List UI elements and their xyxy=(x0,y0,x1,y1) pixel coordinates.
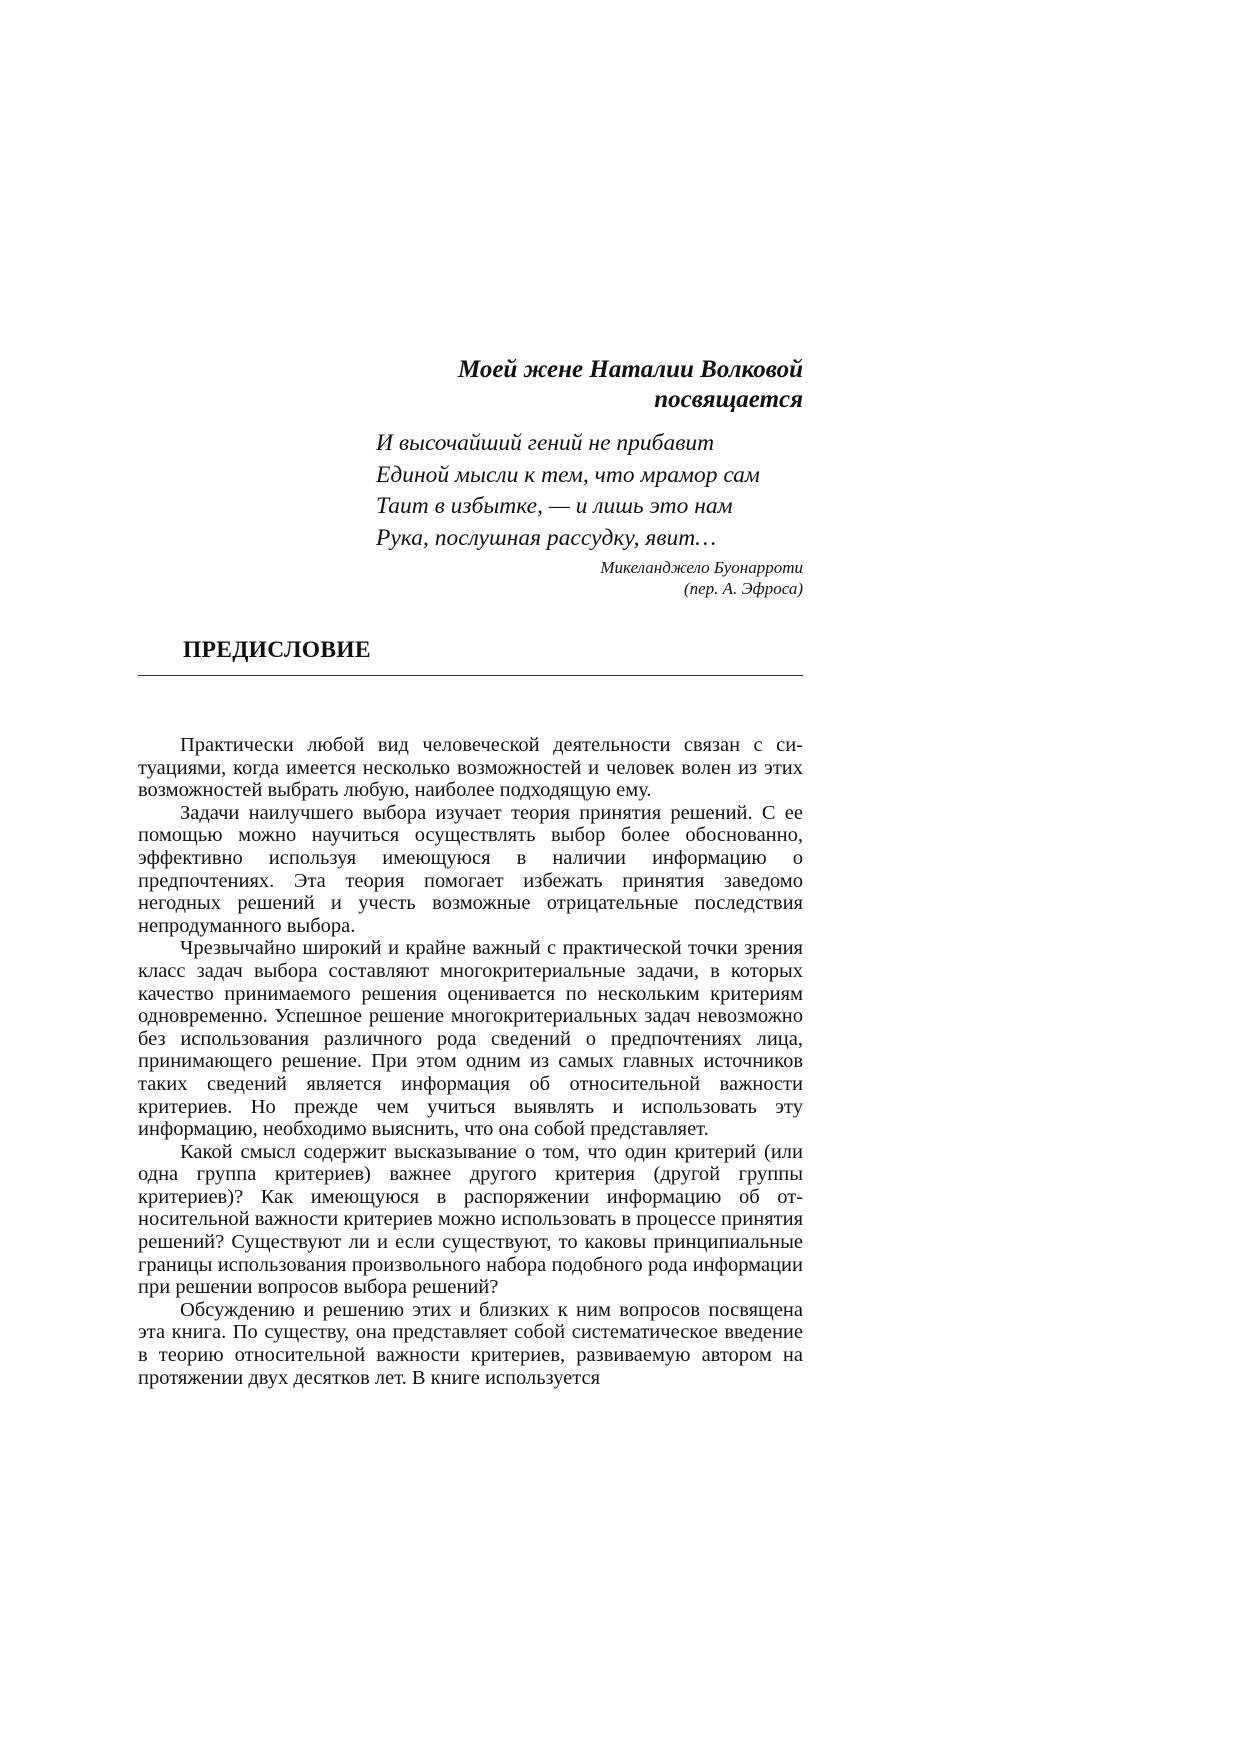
paragraph: Задачи наилучшего выбора изучает теория принятия решений. С ее помощью можно научиться осуществлять выбор более обоснованно, эффективно используя имеющуюся в наличии информацию о предпочтениях. Эта теория помогает избежать принятия заведомо негодных решений и учесть возможные отрицательные последствия непродуманного выбора. xyxy=(138,801,803,937)
poem-line: Таит в избытке, — и лишь это нам xyxy=(376,493,733,519)
section-title: ПРЕДИСЛОВИЕ xyxy=(183,637,371,663)
poem-line: И высочайший гений не прибавит xyxy=(376,430,715,456)
heading-divider xyxy=(138,675,803,676)
paragraph: Чрезвычайно широкий и крайне важный с практической точки зрения класс задач выбора составляют многокритериальные задачи, в которых качество принимаемого решения оценивается по нескольким критериям одновременно. Успешное решение многокритериальных задач невозможно без использования различного рода сведений о предпочтениях лица, принимающего решение. При этом одним из самых главных источников таких сведений является информация об относительной важности критериев. Но прежде чем учиться выявлять и использовать эту информацию, необходимо выяснить, что она собой представляет. xyxy=(138,937,803,1141)
epigraph-translation: (пер. А. Эфроса) xyxy=(683,579,803,598)
poem-line: Рука, послушная рассудку, явит… xyxy=(376,524,717,551)
paragraph: Какой смысл содержит высказывание о том, что один критерий (или одна группа критериев) важнее другого критерия (другой группы критериев)? Как имеющуюся в распоряжении информацию об относительной важности критериев можно использовать в процессе принятия решений? Существуют ли и если существуют, то каковы принципиальные границы использования произвольного набора подобного рода информации при решении вопросов выбора решений? xyxy=(138,1140,803,1299)
dedication-line: Моей жене Наталии Волковой xyxy=(457,356,803,383)
dedication-line: посвящается xyxy=(654,386,803,413)
paragraph: Обсуждению и решению этих и близких к ним вопросов посвящена эта книга. По существу, она представляет собой систематическое введение в теорию относительной важности критериев, развиваемую автором на протяжении двух десятков лет. В книге используется xyxy=(138,1298,803,1389)
body-text xyxy=(138,734,803,1389)
dedication xyxy=(360,355,803,415)
epigraph-author: Микеланджело Буонарроти xyxy=(600,558,803,577)
poem-line: Единой мысли к тем, что мрамор сам xyxy=(376,461,760,488)
paragraph: Практически любой вид человеческой деятельности связан с ситуациями, когда имеется несколько возможностей и человек волен из этих возможностей выбрать любую, наиболее подходящую ему. xyxy=(138,734,803,802)
epigraph-poem xyxy=(376,428,806,554)
epigraph-attribution xyxy=(476,557,803,599)
